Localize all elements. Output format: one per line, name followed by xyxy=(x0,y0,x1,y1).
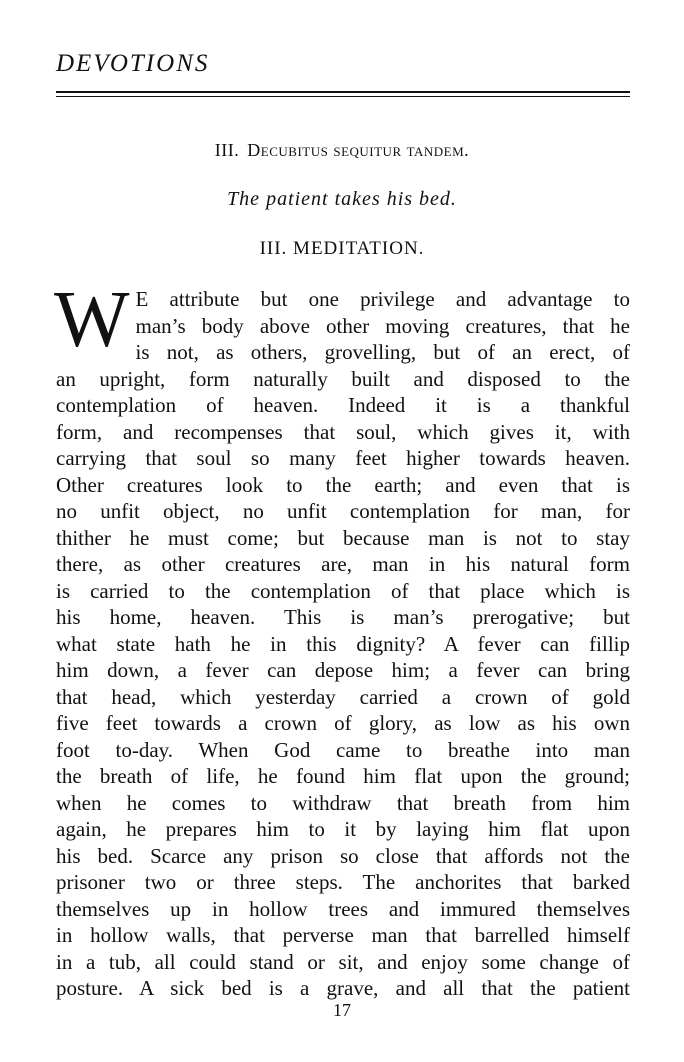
text-line: an upright, form naturally built and disposed to the xyxy=(56,366,630,391)
section-numeral: III. xyxy=(214,140,240,160)
text-line: thither he must come; but because man is not to stay xyxy=(56,525,630,550)
text-line: form, and recompenses that soul, which gives it, with xyxy=(56,419,630,444)
header-rule-thick xyxy=(56,91,630,93)
text-line: foot to-day. When God came to breathe into man xyxy=(56,737,630,762)
drop-cap: W xyxy=(54,276,130,364)
section-title xyxy=(0,140,684,161)
text-line: in hollow walls, that perverse man that barrelled himself xyxy=(56,923,630,947)
text-line: E attribute but one privilege and advantage to xyxy=(135,287,630,311)
text-line: man’s body above other moving creatures, that he xyxy=(135,313,630,338)
text-line: the breath of life, he found him flat upon the ground; xyxy=(56,764,630,788)
text-line: him down, a fever can depose him; a fever can bring xyxy=(56,658,630,682)
text-line: is carried to the contemplation of that place which is xyxy=(56,578,630,603)
text-line: his bed. Scarce any prison so close that affords not the xyxy=(56,843,630,868)
text-line: contemplation of heaven. Indeed it is a thankful xyxy=(56,393,630,417)
section-subtitle: The patient takes his bed. xyxy=(227,188,457,210)
text-line: his home, heaven. This is man’s prerogative; but xyxy=(56,605,630,629)
text-line: again, he prepares him to it by laying him flat upon xyxy=(56,817,630,841)
meditation-heading: III. MEDITATION. xyxy=(259,238,425,259)
header-rule-thin xyxy=(56,96,630,97)
text-line: posture. A sick bed is a grave, and all that the patient xyxy=(56,976,630,1000)
text-line: what state hath he in this dignity? A fever can fillip xyxy=(56,631,630,656)
text-line: no unfit object, no unfit contemplation for man, for xyxy=(56,499,630,523)
body-text xyxy=(54,276,630,1002)
text-line: prisoner two or three steps. The anchorites that barked xyxy=(56,870,630,894)
text-line: in a tub, all could stand or sit, and enjoy some change of xyxy=(56,949,630,974)
running-head: DEVOTIONS xyxy=(56,50,210,77)
text-line: that head, which yesterday carried a crown of gold xyxy=(56,684,630,709)
text-line: carrying that soul so many feet higher towards heaven. xyxy=(56,446,630,470)
text-line: when he comes to withdraw that breath from him xyxy=(56,790,630,815)
text-line: Other creatures look to the earth; and even that is xyxy=(56,472,630,497)
page-number: 17 xyxy=(333,1000,351,1020)
text-line: themselves up in hollow trees and immured themselves xyxy=(56,896,630,921)
text-line: five feet towards a crown of glory, as low as his own xyxy=(56,711,630,735)
text-line: is not, as others, grovelling, but of an erect, of xyxy=(135,340,630,364)
section-latin-title: Decubitus sequitur tandem. xyxy=(247,140,470,160)
text-line: there, as other creatures are, man in his natural form xyxy=(56,552,630,576)
